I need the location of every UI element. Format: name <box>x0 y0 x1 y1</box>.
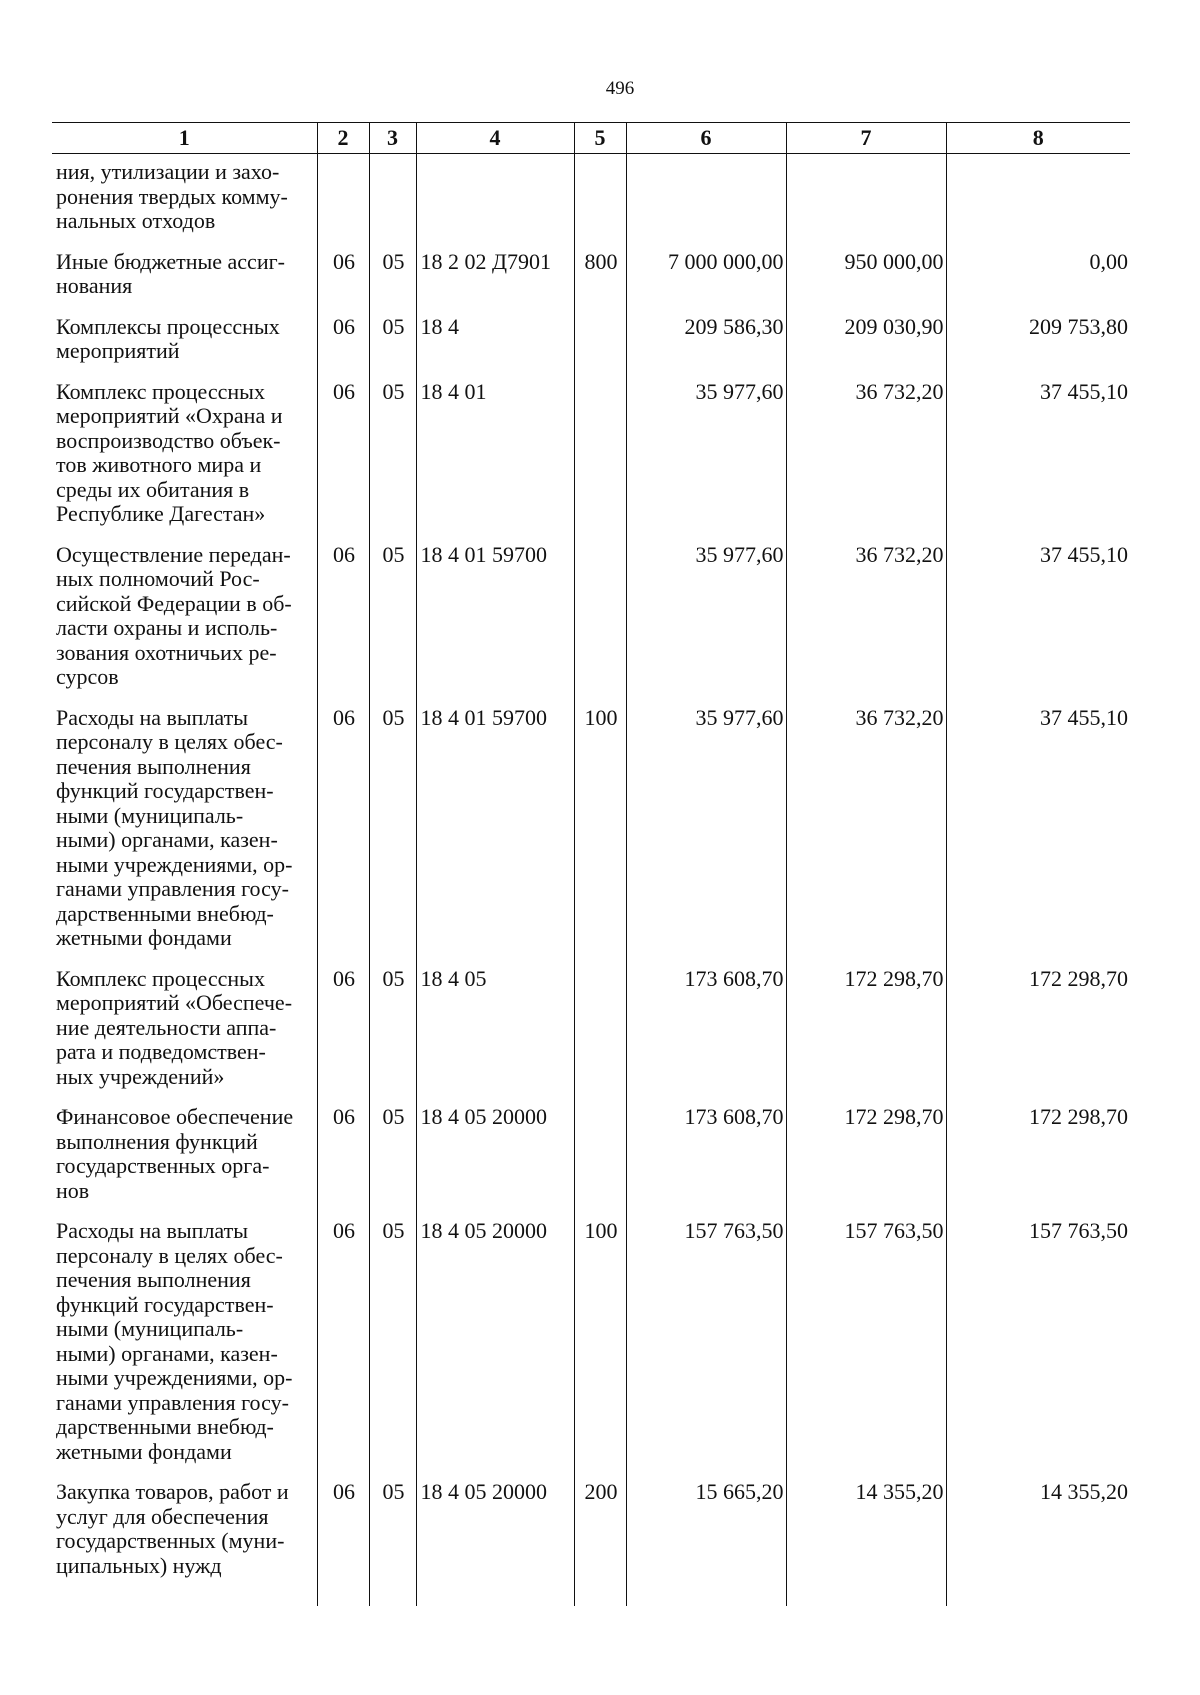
cell-razdel: 06 <box>317 543 369 706</box>
cell-podrazdel: 05 <box>369 250 416 315</box>
table-row <box>52 706 1130 967</box>
cell-razdel: 06 <box>317 706 369 967</box>
cell-amount-col7: 950 000,00 <box>786 250 946 315</box>
header-cell-1: 1 <box>52 123 317 154</box>
header-cell-8: 8 <box>946 123 1130 154</box>
cell-expense-type <box>574 543 626 706</box>
cell-name: Осуществление передан- ных полномочий Рос- сийской Федерации в об- ласти охраны и исполь- зования охотничьих ре- сурсов <box>52 543 317 706</box>
header-cell-7: 7 <box>786 123 946 154</box>
cell-amount-col7: 36 732,20 <box>786 706 946 967</box>
table-row <box>52 250 1130 315</box>
cell-podrazdel: 05 <box>369 1219 416 1480</box>
cell-name: Комплекс процессных мероприятий «Обеспече- ние деятельности аппа- рата и подведомствен- ных учреждений» <box>52 967 317 1106</box>
cell-name: Комплексы процессных мероприятий <box>52 315 317 380</box>
page-number: 496 <box>605 78 635 99</box>
cell-podrazdel: 05 <box>369 706 416 967</box>
cell-amount-col8: 37 455,10 <box>946 380 1130 543</box>
cell-target-article: 18 4 01 59700 <box>416 706 574 967</box>
cell-target-article: 18 4 01 59700 <box>416 543 574 706</box>
cell-podrazdel <box>369 154 416 250</box>
cell-target-article: 18 4 01 <box>416 380 574 543</box>
cell-amount-col8: 37 455,10 <box>946 706 1130 967</box>
cell-razdel <box>317 154 369 250</box>
header-cell-2: 2 <box>317 123 369 154</box>
table-row <box>52 1219 1130 1480</box>
cell-amount-col6: 157 763,50 <box>626 1219 786 1480</box>
header-cell-6: 6 <box>626 123 786 154</box>
table-row <box>52 967 1130 1106</box>
cell-expense-type: 100 <box>574 1219 626 1480</box>
cell-amount-col7: 172 298,70 <box>786 1105 946 1219</box>
table-row <box>52 1480 1130 1606</box>
cell-target-article: 18 4 05 20000 <box>416 1105 574 1219</box>
cell-amount-col7: 14 355,20 <box>786 1480 946 1606</box>
cell-amount-col6: 7 000 000,00 <box>626 250 786 315</box>
cell-target-article: 18 4 05 20000 <box>416 1219 574 1480</box>
cell-amount-col6: 209 586,30 <box>626 315 786 380</box>
cell-expense-type <box>574 380 626 543</box>
cell-amount-col6: 35 977,60 <box>626 380 786 543</box>
cell-razdel: 06 <box>317 1219 369 1480</box>
cell-amount-col6: 15 665,20 <box>626 1480 786 1606</box>
table-row <box>52 543 1130 706</box>
cell-amount-col8: 37 455,10 <box>946 543 1130 706</box>
cell-amount-col8: 172 298,70 <box>946 967 1130 1106</box>
cell-amount-col6: 35 977,60 <box>626 706 786 967</box>
cell-name: Комплекс процессных мероприятий «Охрана и воспроизводство объек- тов животного мира и среды их обитания в Республике Дагестан» <box>52 380 317 543</box>
cell-amount-col8: 157 763,50 <box>946 1219 1130 1480</box>
cell-amount-col7: 209 030,90 <box>786 315 946 380</box>
cell-podrazdel: 05 <box>369 380 416 543</box>
cell-target-article <box>416 154 574 250</box>
cell-target-article: 18 4 <box>416 315 574 380</box>
cell-razdel: 06 <box>317 250 369 315</box>
budget-table <box>52 122 1130 1606</box>
cell-razdel: 06 <box>317 1105 369 1219</box>
cell-amount-col8: 14 355,20 <box>946 1480 1130 1606</box>
cell-expense-type: 800 <box>574 250 626 315</box>
header-cell-4: 4 <box>416 123 574 154</box>
cell-amount-col7: 36 732,20 <box>786 543 946 706</box>
header-cell-5: 5 <box>574 123 626 154</box>
cell-amount-col6: 173 608,70 <box>626 1105 786 1219</box>
cell-podrazdel: 05 <box>369 1105 416 1219</box>
cell-amount-col6: 35 977,60 <box>626 543 786 706</box>
cell-expense-type <box>574 315 626 380</box>
cell-podrazdel: 05 <box>369 543 416 706</box>
cell-podrazdel: 05 <box>369 967 416 1106</box>
cell-expense-type <box>574 1105 626 1219</box>
cell-name: Закупка товаров, работ и услуг для обеспечения государственных (муни- ципальных) нужд <box>52 1480 317 1606</box>
cell-amount-col7: 172 298,70 <box>786 967 946 1106</box>
cell-razdel: 06 <box>317 1480 369 1606</box>
cell-expense-type <box>574 154 626 250</box>
cell-expense-type: 200 <box>574 1480 626 1606</box>
cell-amount-col6 <box>626 154 786 250</box>
table-row <box>52 1105 1130 1219</box>
table-row <box>52 315 1130 380</box>
table-row <box>52 154 1130 250</box>
cell-amount-col6: 173 608,70 <box>626 967 786 1106</box>
cell-name: Иные бюджетные ассиг- нования <box>52 250 317 315</box>
cell-razdel: 06 <box>317 380 369 543</box>
cell-amount-col8: 0,00 <box>946 250 1130 315</box>
cell-amount-col8: 209 753,80 <box>946 315 1130 380</box>
cell-amount-col8: 172 298,70 <box>946 1105 1130 1219</box>
cell-target-article: 18 4 05 <box>416 967 574 1106</box>
cell-amount-col7 <box>786 154 946 250</box>
cell-name: Финансовое обеспечение выполнения функций государственных орга- нов <box>52 1105 317 1219</box>
table-row <box>52 380 1130 543</box>
header-row <box>52 123 1130 154</box>
cell-name: Расходы на выплаты персоналу в целях обес- печения выполнения функций государствен- ными (муниципаль- ными) органами, казен- ными учреждениями, ор- ганами управления госу- дарственными внебюд- жетными фондами <box>52 706 317 967</box>
cell-name: ния, утилизации и захо- ронения твердых комму- нальных отходов <box>52 154 317 250</box>
cell-razdel: 06 <box>317 967 369 1106</box>
cell-name: Расходы на выплаты персоналу в целях обес- печения выполнения функций государствен- ными (муниципаль- ными) органами, казен- ными учреждениями, ор- ганами управления госу- дарственными внебюд- жетными фондами <box>52 1219 317 1480</box>
cell-podrazdel: 05 <box>369 1480 416 1606</box>
cell-expense-type <box>574 967 626 1106</box>
cell-amount-col7: 36 732,20 <box>786 380 946 543</box>
cell-podrazdel: 05 <box>369 315 416 380</box>
cell-expense-type: 100 <box>574 706 626 967</box>
header-cell-3: 3 <box>369 123 416 154</box>
cell-target-article: 18 4 05 20000 <box>416 1480 574 1606</box>
cell-razdel: 06 <box>317 315 369 380</box>
cell-amount-col8 <box>946 154 1130 250</box>
cell-target-article: 18 2 02 Д7901 <box>416 250 574 315</box>
cell-amount-col7: 157 763,50 <box>786 1219 946 1480</box>
